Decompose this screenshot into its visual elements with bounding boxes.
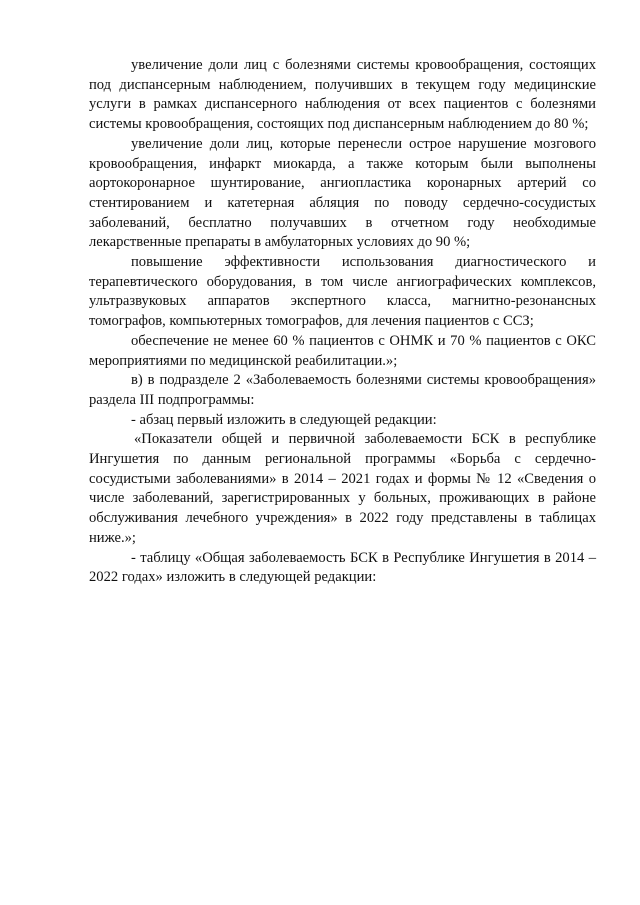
paragraph-quoted-new-text: «Показатели общей и первичной заболеваемости БСК в республике Ингушетия по данным региональной программы «Борьба с сердечно-сосудистыми заболеваниями» в 2014 – 2021 годах и формы № 12 «Сведения о числе заболеваний, зарегистрированных у больных, проживающих в районе обслуживания лечебного учреждения» в 2022 году представлены в таблицах ниже.»; — [89, 431, 596, 546]
paragraph-amendment-first-paragraph: - абзац первый изложить в следующей редакции: — [131, 411, 437, 428]
paragraph-amendment-subsection: в) в подразделе 2 «Заболеваемость болезнями системы кровообращения» раздела III подпрограммы: — [89, 372, 596, 408]
paragraph-indicator-dispensary: увеличение доли лиц с болезнями системы кровообращения, состоящих под диспансерным наблюдением, получивших в текущем году медицинские услуги в рамках диспансерного наблюдения от всех пациентов с болезнями системы кровообращения, состоящих под диспансерным наблюдением до 80 %; — [89, 57, 596, 133]
paragraph-indicator-rehabilitation: обеспечение не менее 60 % пациентов с ОНМК и 70 % пациентов с ОКС мероприятиями по медицинской реабилитации.»; — [89, 332, 596, 369]
paragraph-indicator-equipment: повышение эффективности использования диагностического и терапевтического оборудования, в том числе ангиографических комплексов, ультразвуковых аппаратов экспертного класса, магнитно-резонансных томографов, компьютерных томографов, для лечения пациентов с ССЗ; — [89, 254, 596, 330]
paragraph-amendment-table: - таблицу «Общая заболеваемость БСК в Республике Ингушетия в 2014 – 2022 годах» изложить в следующей редакции: — [89, 549, 596, 586]
document-page — [89, 56, 596, 588]
paragraph-indicator-medication: увеличение доли лиц, которые перенесли острое нарушение мозгового кровообращения, инфаркт миокарда, а также которым были выполнены аортокоронарное шунтирование, ангиопластика коронарных артерий со стентированием и катетерная абляция по поводу сердечно-сосудистых заболеваний, бесплатно получавших в отчетном году необходимые лекарственные препараты в амбулаторных условиях до 90 %; — [89, 135, 596, 251]
